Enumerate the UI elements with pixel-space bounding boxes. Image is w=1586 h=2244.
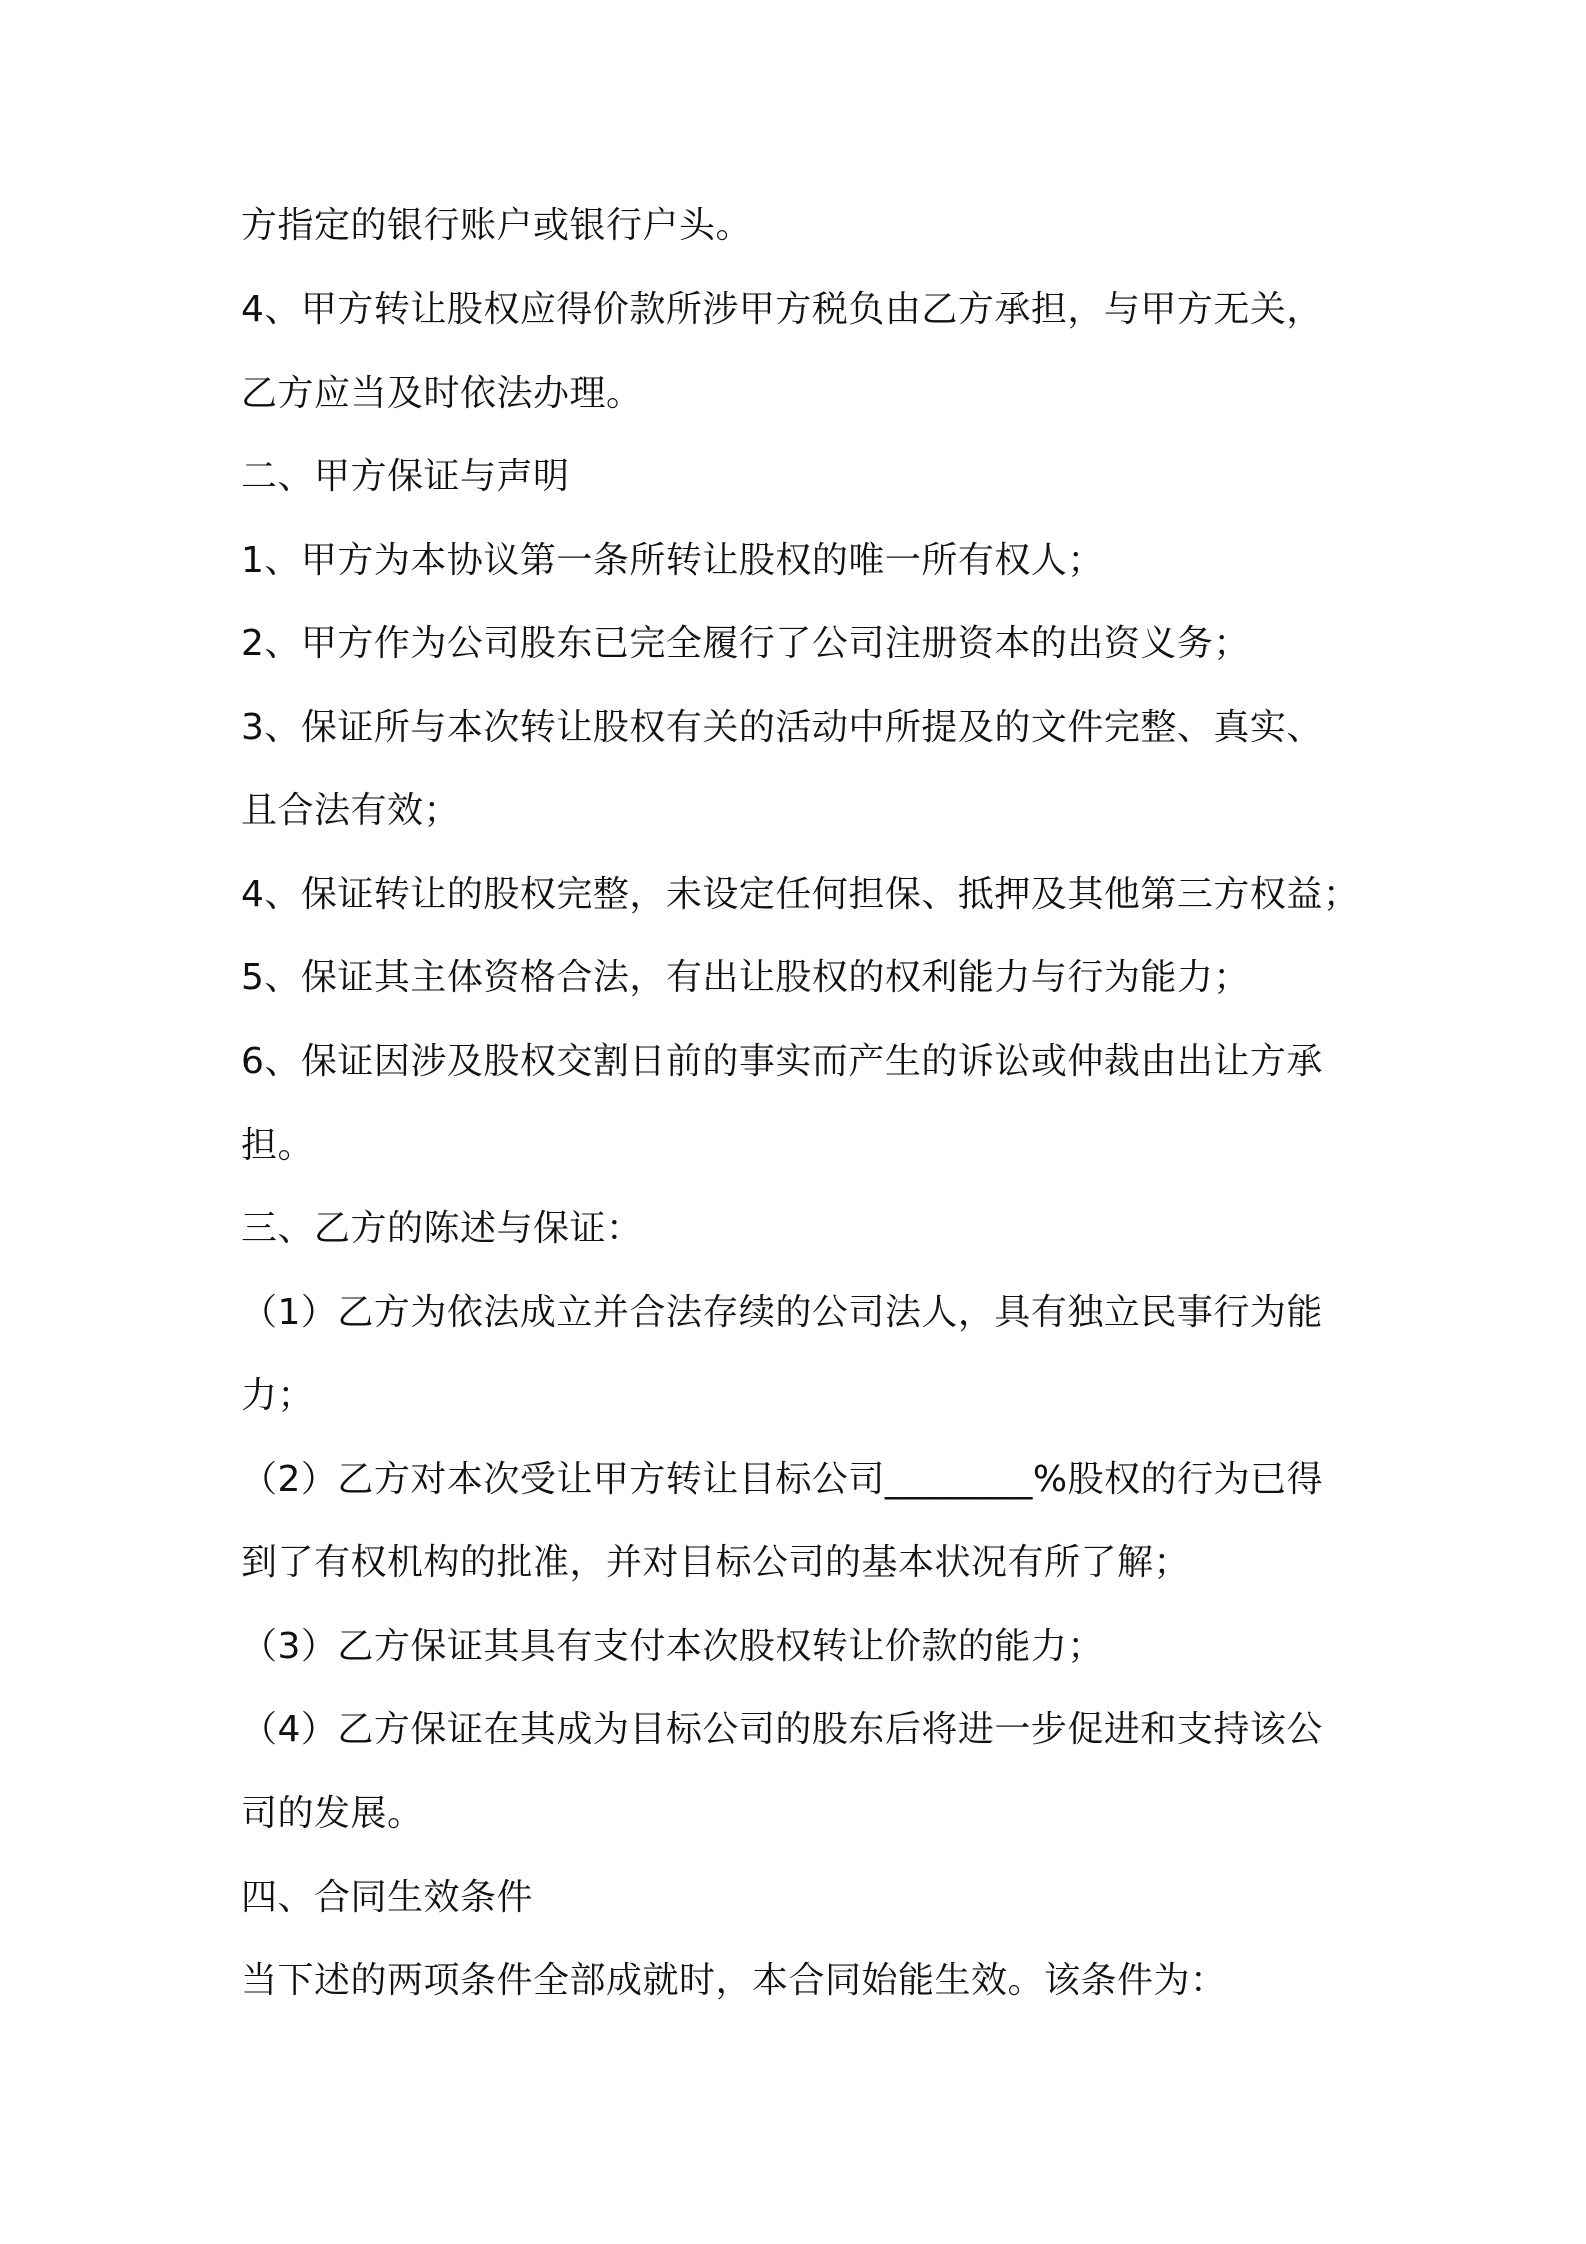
section-heading: 四、合同生效条件 <box>241 1877 534 1918</box>
text-line: （3）乙方保证其具有支付本次股权转让价款的能力； <box>241 1626 1104 1667</box>
text-line: （4）乙方保证在其成为目标公司的股东后将进一步促进和支持该公 <box>241 1709 1323 1750</box>
text-line: 4、保证转让的股权完整，未设定任何担保、抵押及其他第三方权益； <box>241 874 1360 915</box>
text-line: 方指定的银行账户或银行户头。 <box>241 205 753 246</box>
text-line: 到了有权机构的批准，并对目标公司的基本状况有所了解； <box>241 1542 1191 1583</box>
text-line: （2）乙方对本次受让甲方转让目标公司________%股权的行为已得 <box>241 1459 1324 1500</box>
text-line: （1）乙方为依法成立并合法存续的公司法人，具有独立民事行为能 <box>241 1292 1323 1333</box>
text-line: 1、甲方为本协议第一条所转让股权的唯一所有权人； <box>241 540 1104 581</box>
text-line: 乙方应当及时依法办理。 <box>241 373 643 414</box>
text-line: 2、甲方作为公司股东已完全履行了公司注册资本的出资义务； <box>241 623 1250 664</box>
text-line: 当下述的两项条件全部成就时，本合同始能生效。该条件为： <box>241 1960 1227 2001</box>
section-heading: 二、甲方保证与声明 <box>241 456 570 497</box>
text-line: 5、保证其主体资格合法，有出让股权的权利能力与行为能力； <box>241 957 1250 998</box>
section-heading: 三、乙方的陈述与保证： <box>241 1208 643 1249</box>
text-line: 6、保证因涉及股权交割日前的事实而产生的诉讼或仲裁由出让方承 <box>241 1041 1323 1082</box>
text-line: 且合法有效； <box>241 790 461 831</box>
text-line: 4、甲方转让股权应得价款所涉甲方税负由乙方承担，与甲方无关， <box>241 289 1323 330</box>
text-line: 3、保证所与本次转让股权有关的活动中所提及的文件完整、真实、 <box>241 707 1323 748</box>
text-line: 司的发展。 <box>241 1793 424 1834</box>
text-line: 力； <box>241 1375 315 1416</box>
text-line: 担。 <box>241 1125 315 1166</box>
